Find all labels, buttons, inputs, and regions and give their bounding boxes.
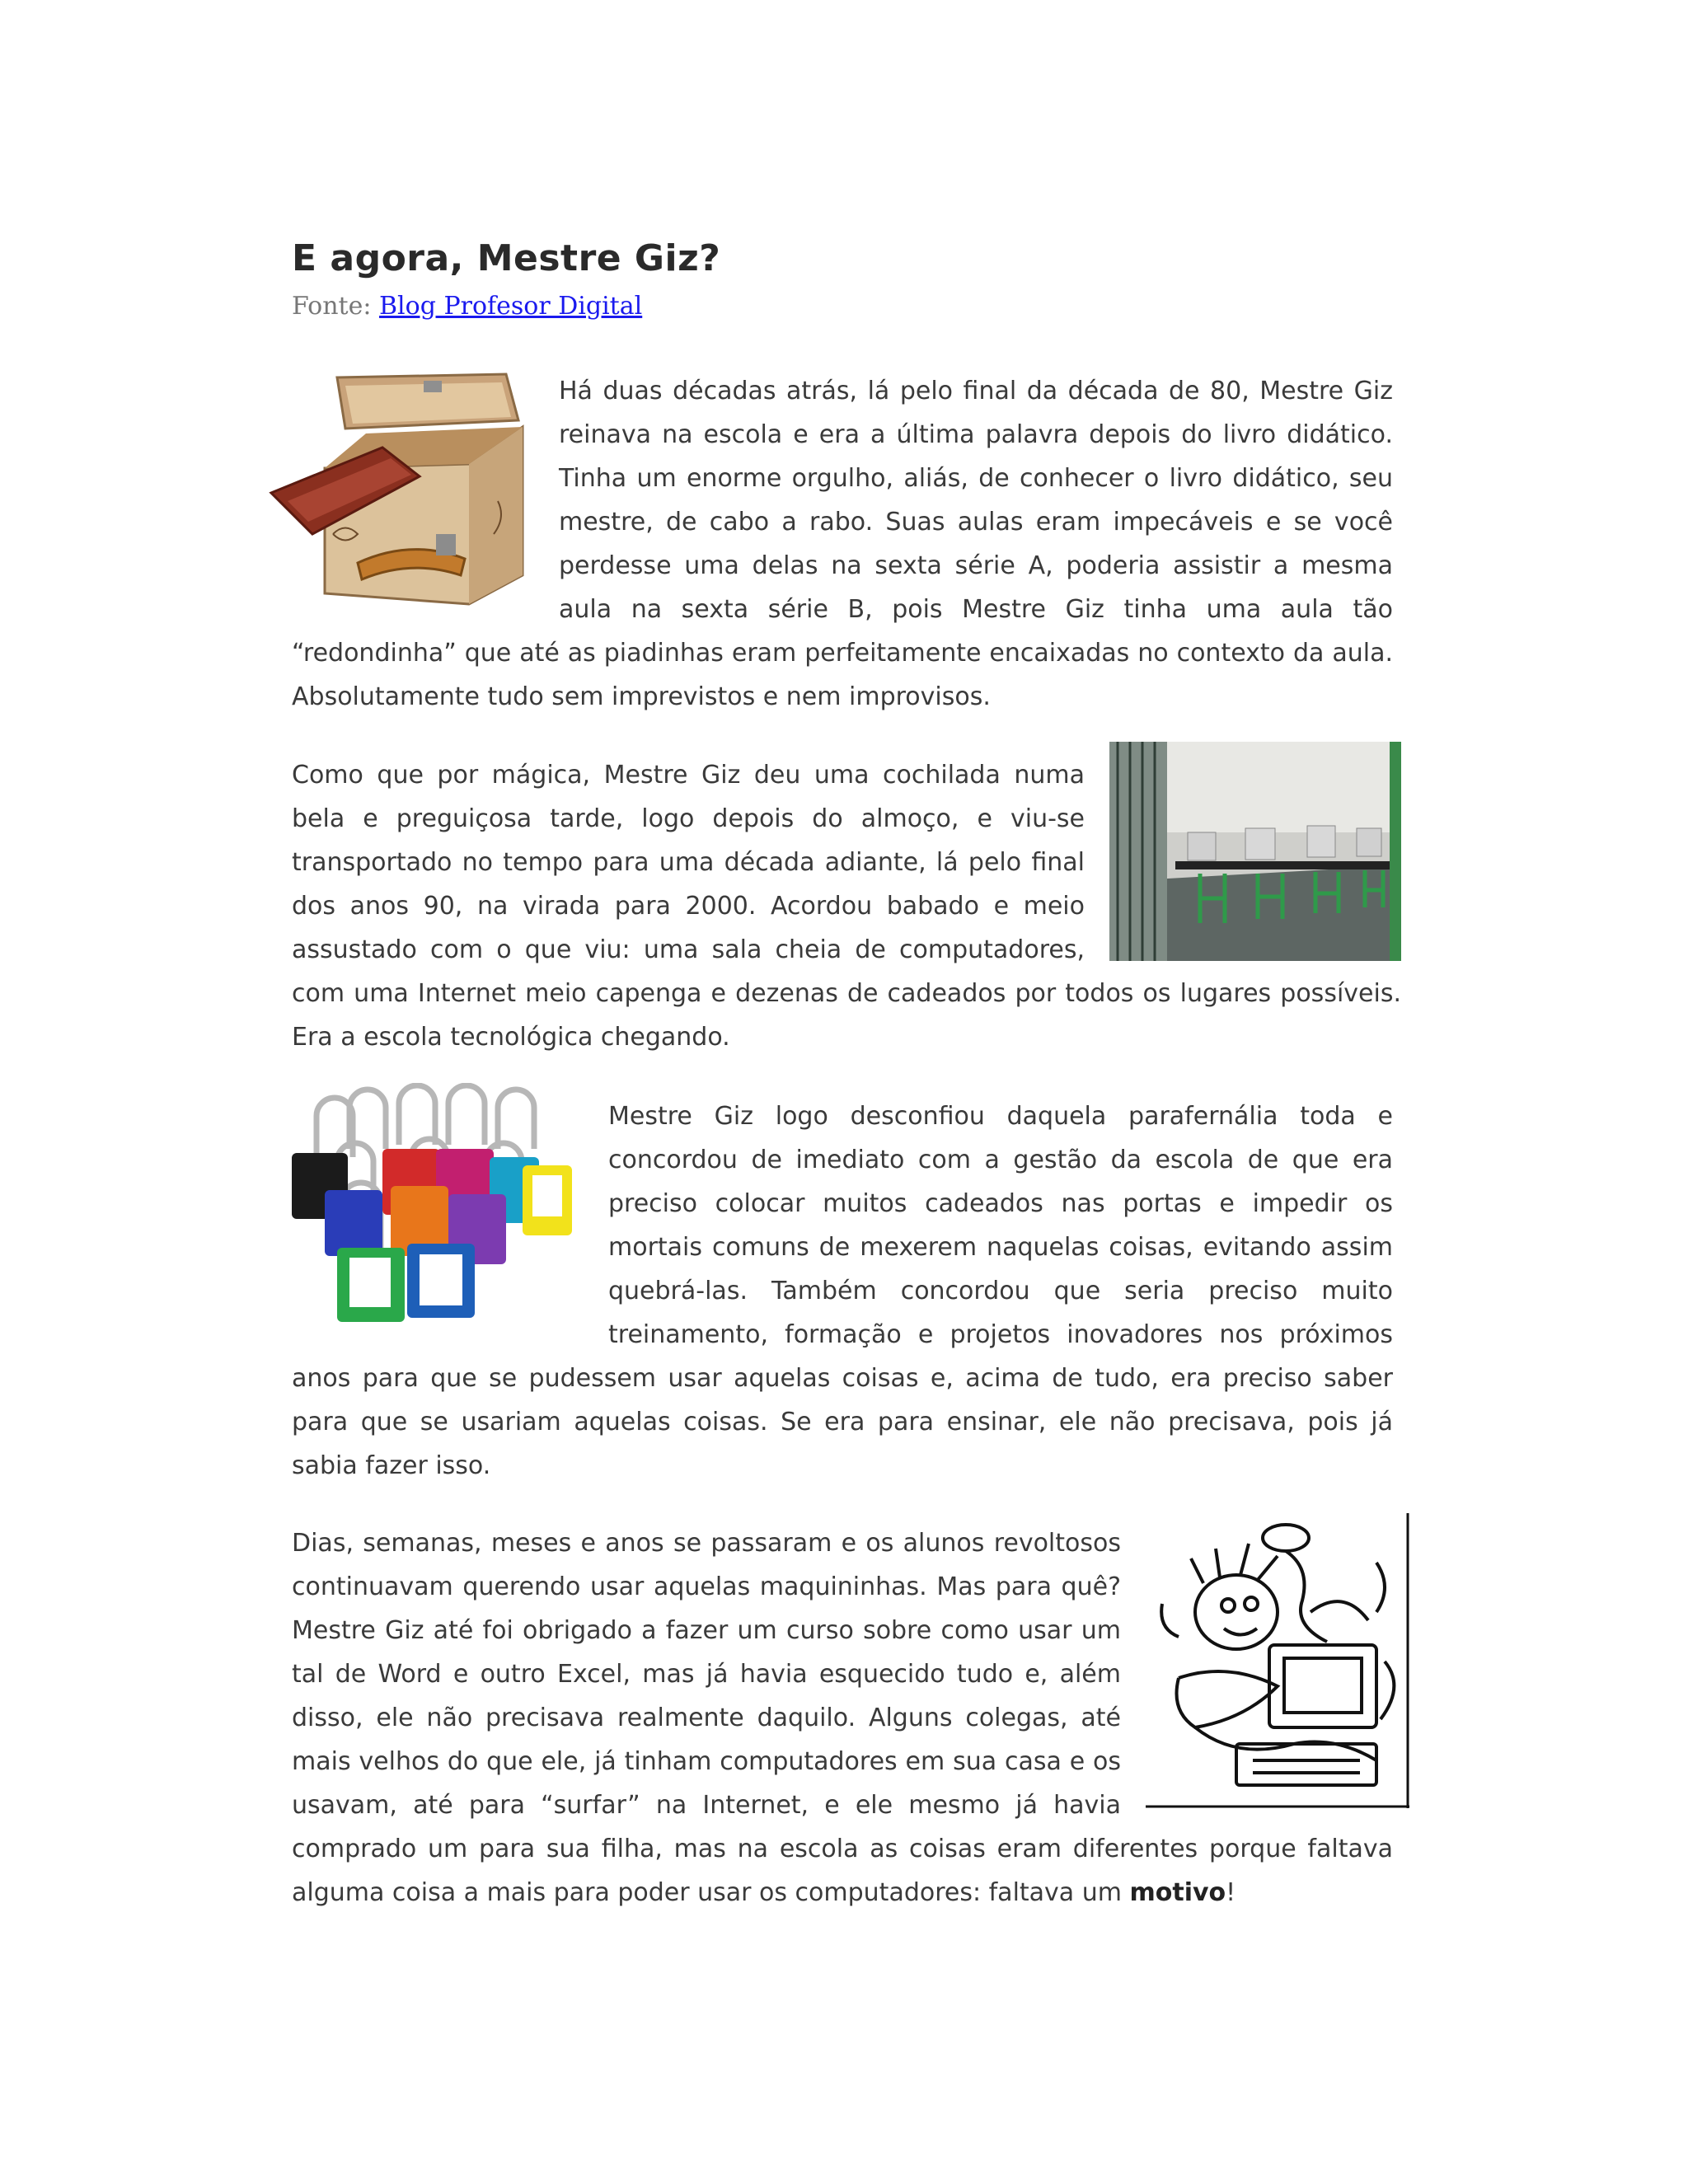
- paragraph-4-end: !: [1226, 1878, 1236, 1907]
- paragraph-4: Dias, semanas, meses e anos se passaram e os alunos revoltosos continuavam querendo usar aquelas maquininhas. Mas para quê? Mestre Giz até foi obrigado a fazer um curso sobre como usar um tal de Word e outro Excel, mas já havia esquecido tudo e, além disso, ele não precisava realmente daquilo. Alguns colegas, até mais velhos do que ele, já tinham computadores em sua casa e os usavam, até para “surfar” na Internet, e ele mesmo já havia comprado um para sua filha, mas na escola as coisas eram diferentes porque faltava alguma coisa a mais para poder usar os computadores: faltava um: [292, 1529, 1393, 1907]
- paragraph-1: Há duas décadas atrás, lá pelo final da década de 80, Mestre Giz reinava na escola e era a última palavra depois do livro didático. Tinha um enorme orgulho, aliás, de conhecer o livro didático, seu mestre, de cabo a rabo. Suas aulas eram impecáveis e se você perdesse uma delas na sexta série A, poderia assistir a mesma aula na sexta série B, pois Mestre Giz tinha uma aula tão “redondinha” que até as piadinhas eram perfeitamente encaixadas no contexto da aula. Absolutamente tudo sem imprevistos e nem improvisos.: [292, 377, 1393, 711]
- paragraph-3: Mestre Giz logo desconfiou daquela parafernália toda e concordou de imediato com a gestão da escola de que era preciso colocar muitos cadeados nas portas e impedir os mortais comuns de mexerem naquelas coisas, evitando assim quebrá-las. Também concordou que seria preciso muito treinamento, formação e projetos inovadores nos próximos anos para que se pudessem usar aquelas coisas e, acima de tudo, era preciso saber para que se usariam aquelas coisas. Se era para ensinar, ele não precisava, pois já sabia fazer isso.: [292, 1102, 1393, 1480]
- paragraph-3-block: [292, 1094, 1393, 1488]
- source-line: [292, 292, 642, 321]
- cartoon-image: [1146, 1513, 1413, 1820]
- computer-lab-image: [1109, 742, 1401, 964]
- article-title: E agora, Mestre Giz?: [292, 237, 721, 279]
- wooden-box-image: [267, 369, 559, 626]
- source-prefix: Fonte:: [292, 292, 380, 321]
- paragraph-1-block: [292, 369, 1393, 719]
- paragraph-2-block: [292, 753, 1401, 1059]
- motivo-bold: motivo: [1129, 1878, 1226, 1907]
- paragraph-4-block: [292, 1521, 1393, 1915]
- paragraph-2: Como que por mágica, Mestre Giz deu uma cochilada numa bela e preguiçosa tarde, logo depois do almoço, e viu-se transportado no tempo para uma década adiante, lá pelo final dos anos 90, na virada para 2000. Acordou babado e meio assustado com o que viu: uma sala cheia de computadores, com uma Internet meio capenga e dezenas de cadeados por todos os lugares possíveis. Era a escola tecnológica chegando.: [292, 761, 1401, 1052]
- padlocks-image: [292, 1083, 608, 1340]
- source-link[interactable]: Blog Profesor Digital: [379, 292, 643, 321]
